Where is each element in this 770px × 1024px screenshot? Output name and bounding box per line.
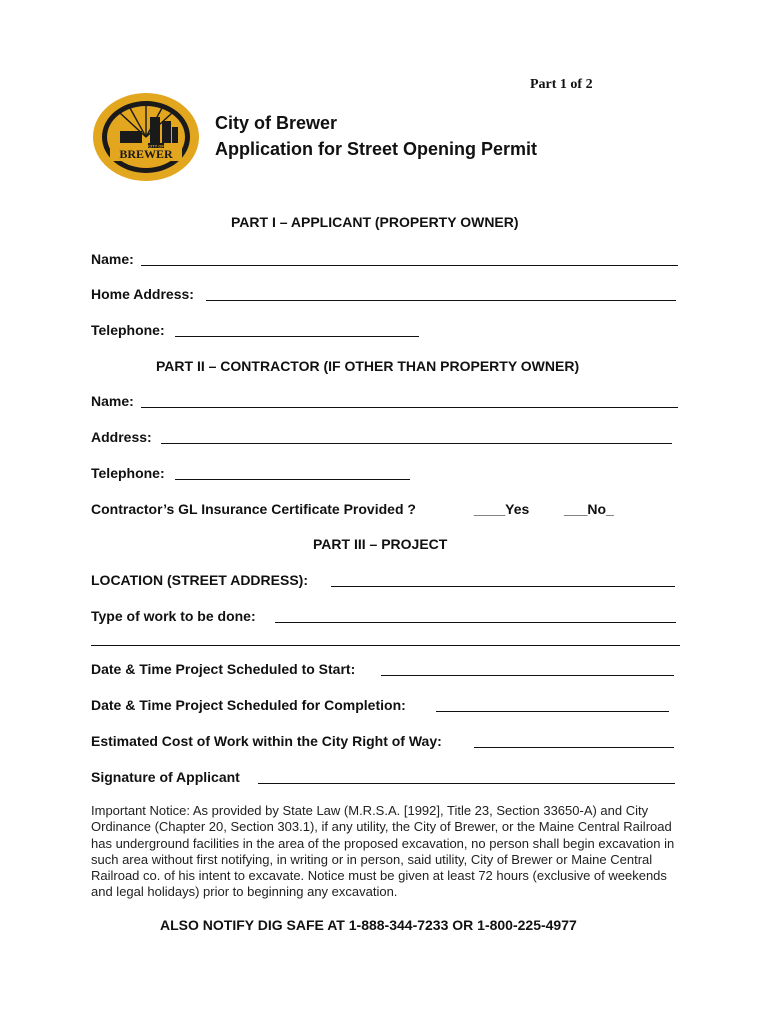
work-type-label: Type of work to be done: — [91, 608, 256, 624]
completion-date-field[interactable] — [436, 711, 669, 712]
location-field[interactable] — [331, 586, 675, 587]
part3-heading: PART III – PROJECT — [313, 536, 448, 552]
dig-safe-notice: ALSO NOTIFY DIG SAFE AT 1-888-344-7233 OR 1-800-225-4977 — [160, 917, 577, 933]
form-title: Application for Street Opening Permit — [215, 139, 538, 159]
contractor-address-label: Address: — [91, 429, 152, 445]
home-address-field[interactable] — [206, 300, 676, 301]
work-type-field[interactable] — [275, 622, 676, 623]
home-address-label: Home Address: — [91, 286, 194, 302]
part1-heading: PART I – APPLICANT (PROPERTY OWNER) — [231, 214, 519, 230]
insurance-yes-option[interactable]: ____Yes — [474, 501, 530, 517]
contractor-telephone-field[interactable] — [175, 479, 410, 480]
seal-bottom-text: BREWER — [119, 147, 173, 161]
location-label: LOCATION (STREET ADDRESS): — [91, 572, 308, 588]
estimated-cost-label: Estimated Cost of Work within the City Right of Way: — [91, 733, 442, 749]
city-name: City of Brewer — [215, 113, 338, 133]
work-type-continuation-line[interactable] — [91, 645, 680, 646]
applicant-telephone-label: Telephone: — [91, 322, 165, 338]
estimated-cost-field[interactable] — [474, 747, 674, 748]
page-part-label: Part 1 of 2 — [530, 77, 593, 92]
signature-label: Signature of Applicant — [91, 769, 240, 785]
city-seal-logo — [90, 91, 202, 183]
start-date-field[interactable] — [381, 675, 674, 676]
start-date-label: Date & Time Project Scheduled to Start: — [91, 661, 356, 677]
insurance-no-option[interactable]: ___No_ — [564, 501, 614, 517]
contractor-address-field[interactable] — [161, 443, 672, 444]
applicant-telephone-field[interactable] — [175, 336, 419, 337]
contractor-telephone-label: Telephone: — [91, 465, 165, 481]
contractor-name-field[interactable] — [141, 407, 678, 408]
signature-field[interactable] — [258, 783, 675, 784]
important-notice: Important Notice: As provided by State Law (M.R.S.A. [1992], Title 23, Section 33650-A) and City Ordinance (Chapter 20, Section 303.1), if any utility, the City of Brewer, or the Maine Central Railroad has underground facilities in the area of the proposed excavation, no person shall begin excavation in such area without first notifying, in writing or in person, said utility, City of Brewer or Maine Central Railroad co. of his intent to excavate. Notice must be given at least 72 hours (exclusive of weekends and legal holidays) prior to beginning any excavation. — [91, 803, 675, 900]
applicant-name-label: Name: — [91, 251, 134, 267]
part2-heading: PART II – CONTRACTOR (IF OTHER THAN PROPERTY OWNER) — [156, 358, 580, 374]
contractor-name-label: Name: — [91, 393, 134, 409]
completion-date-label: Date & Time Project Scheduled for Completion: — [91, 697, 406, 713]
insurance-question-label: Contractor’s GL Insurance Certificate Provided ? — [91, 501, 416, 517]
applicant-name-field[interactable] — [141, 265, 678, 266]
seal-top-text: CITY OF — [148, 143, 164, 149]
